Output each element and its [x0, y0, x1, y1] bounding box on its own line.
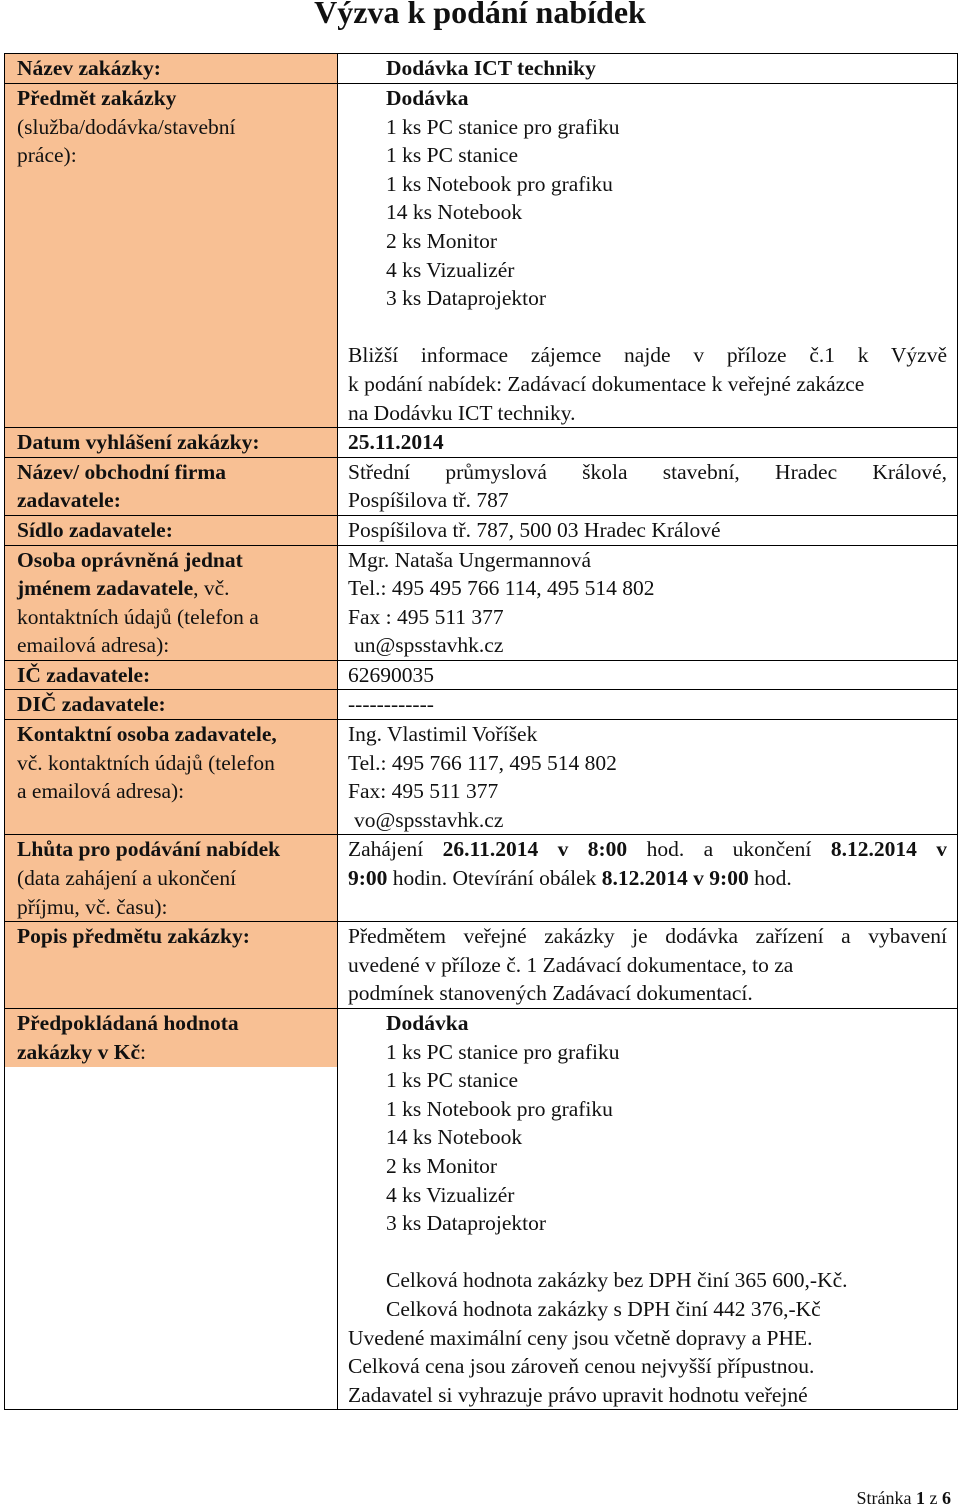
popis-line-1: Předmětem veřejné zakázky je dodávka zařízení a vybavení	[348, 924, 947, 949]
hodnota-item: 1 ks PC stanice pro grafiku	[386, 1039, 620, 1064]
label-datum: Datum vyhlášení zakázky:	[17, 430, 260, 455]
hodnota-item: 4 ks Vizualizér	[386, 1182, 515, 1207]
hodnota-note-3: Zadavatel si vyhrazuje právo upravit hodnotu veřejné	[348, 1382, 808, 1407]
row-nazev	[5, 54, 958, 84]
row-osoba	[5, 545, 958, 660]
kontakt-fax: Fax: 495 511 377	[348, 779, 499, 804]
hodnota-total-1: Celková hodnota zakázky bez DPH činí 365 600,-Kč.	[386, 1268, 848, 1293]
label-osoba-1: Osoba oprávněná jednat	[17, 547, 243, 572]
footer-page: 1	[916, 1488, 925, 1508]
popis-line-3: podmínek stanovených Zadávací dokumentací.	[348, 981, 753, 1006]
label-lhuta-1: Lhůta pro podávání nabídek	[17, 837, 281, 862]
value-nazev: Dodávka ICT techniky	[386, 56, 596, 80]
label-hodnota-1: Předpokládaná hodnota	[17, 1011, 239, 1035]
osoba-fax: Fax : 495 511 377	[348, 604, 504, 629]
row-datum	[5, 428, 958, 458]
label-kontakt-1: Kontaktní osoba zadavatele,	[17, 722, 277, 747]
row-kontakt	[5, 720, 958, 835]
predmet-note-1: Bližší informace zájemce najde v příloze č.1 k Výzvě	[348, 343, 947, 368]
lhuta-text: hod. a ukončení	[627, 837, 831, 862]
row-popis	[5, 922, 958, 1009]
label-lhuta-2: (data zahájení a ukončení	[17, 866, 237, 891]
hodnota-heading: Dodávka	[386, 1011, 469, 1035]
label-lhuta-3: příjmu, vč. času):	[17, 894, 168, 919]
predmet-item: 1 ks PC stanice	[386, 143, 518, 168]
value-firma-1: Střední průmyslová škola stavební, Hradec Králové,	[348, 459, 947, 484]
value-ic: 62690035	[348, 662, 434, 687]
hodnota-item: 1 ks PC stanice	[386, 1068, 518, 1093]
row-dic	[5, 690, 958, 720]
predmet-heading: Dodávka	[386, 86, 469, 110]
osoba-name: Mgr. Nataša Ungermannová	[348, 547, 591, 572]
footer-total: 6	[942, 1488, 951, 1508]
lhuta-start: 26.11.2014 v 8:00	[442, 837, 628, 862]
label-sidlo: Sídlo zadavatele:	[17, 517, 173, 542]
footer-prefix: Stránka	[856, 1488, 916, 1508]
label-predmet-2: (služba/dodávka/stavební	[17, 114, 236, 139]
label-hodnota-2b: :	[140, 1039, 147, 1064]
predmet-note-3: na Dodávku ICT techniky.	[348, 400, 576, 425]
lhuta-text: Zahájení	[348, 837, 443, 862]
label-dic: DIČ zadavatele:	[17, 692, 166, 717]
row-ic	[5, 660, 958, 690]
value-datum: 25.11.2014	[348, 430, 444, 455]
hodnota-note-1: Uvedené maximální ceny jsou včetně dopravy a PHE.	[348, 1325, 813, 1350]
document-title: Výzva k podání nabídek	[314, 0, 646, 30]
label-osoba-3: kontaktních údajů (telefon a	[17, 604, 259, 629]
label-hodnota-2: zakázky v Kč	[17, 1039, 141, 1064]
lhuta-text: hodin. Otevírání obálek	[387, 866, 602, 891]
row-hodnota	[5, 1009, 958, 1410]
row-sidlo	[5, 515, 958, 545]
predmet-note-2: k podání nabídek: Zadávací dokumentace k veřejné zakázce	[348, 371, 865, 396]
label-firma-1: Název/ obchodní firma	[17, 459, 227, 484]
predmet-item: 4 ks Vizualizér	[386, 257, 515, 282]
value-dic: ------------	[348, 692, 434, 717]
value-sidlo: Pospíšilova tř. 787, 500 03 Hradec Králové	[348, 517, 721, 542]
lhuta-end: 8.12.2014 v	[830, 837, 947, 862]
spacer	[348, 313, 947, 342]
label-osoba-2b: , vč.	[193, 576, 230, 601]
value-firma-2: Pospíšilova tř. 787	[348, 488, 509, 513]
label-predmet-3: práce):	[17, 143, 77, 168]
osoba-tel: Tel.: 495 495 766 114, 495 514 802	[348, 576, 655, 601]
osoba-email: un@spsstavhk.cz	[354, 633, 504, 658]
row-lhuta	[5, 835, 958, 922]
label-osoba-2: jménem zadavatele	[17, 576, 194, 601]
predmet-item: 2 ks Monitor	[386, 228, 498, 253]
predmet-item: 14 ks Notebook	[386, 200, 523, 225]
label-ic: IČ zadavatele:	[17, 662, 151, 687]
page-footer	[857, 1487, 951, 1509]
hodnota-item: 3 ks Dataprojektor	[386, 1211, 547, 1236]
row-firma	[5, 457, 958, 515]
predmet-item: 1 ks PC stanice pro grafiku	[386, 114, 620, 139]
kontakt-name: Ing. Vlastimil Voříšek	[348, 722, 538, 747]
lhuta-end-time: 9:00	[348, 866, 388, 891]
label-osoba-4: emailová adresa):	[17, 633, 170, 658]
spacer	[348, 1238, 947, 1267]
hodnota-item: 1 ks Notebook pro grafiku	[386, 1096, 613, 1121]
hodnota-item: 2 ks Monitor	[386, 1153, 498, 1178]
hodnota-total-2: Celková hodnota zakázky s DPH činí 442 376,-Kč	[386, 1296, 821, 1321]
lhuta-text: hod.	[748, 866, 792, 891]
label-firma-2: zadavatele:	[17, 488, 121, 513]
lhuta-opening: 8.12.2014 v 9:00	[601, 866, 749, 891]
row-predmet	[5, 84, 958, 428]
label-nazev: Název zakázky:	[17, 56, 161, 80]
label-popis: Popis předmětu zakázky:	[17, 924, 250, 949]
hodnota-note-2: Celková cena jsou zároveň cenou nejvyšší přípustnou.	[348, 1354, 815, 1379]
label-predmet-1: Předmět zakázky	[17, 86, 177, 110]
tender-table	[4, 53, 958, 1410]
hodnota-item: 14 ks Notebook	[386, 1125, 523, 1150]
kontakt-tel: Tel.: 495 766 117, 495 514 802	[348, 750, 617, 775]
predmet-item: 3 ks Dataprojektor	[386, 286, 547, 311]
footer-sep: z	[925, 1488, 942, 1508]
lhuta-line-1	[348, 835, 947, 864]
popis-line-2: uvedené v příloze č. 1 Zadávací dokumentace, to za	[348, 952, 794, 977]
predmet-item: 1 ks Notebook pro grafiku	[386, 171, 613, 196]
lhuta-line-2	[348, 864, 947, 893]
kontakt-email: vo@spsstavhk.cz	[354, 807, 504, 832]
label-kontakt-2: vč. kontaktních údajů (telefon	[17, 750, 275, 775]
label-kontakt-3: a emailová adresa):	[17, 779, 185, 804]
